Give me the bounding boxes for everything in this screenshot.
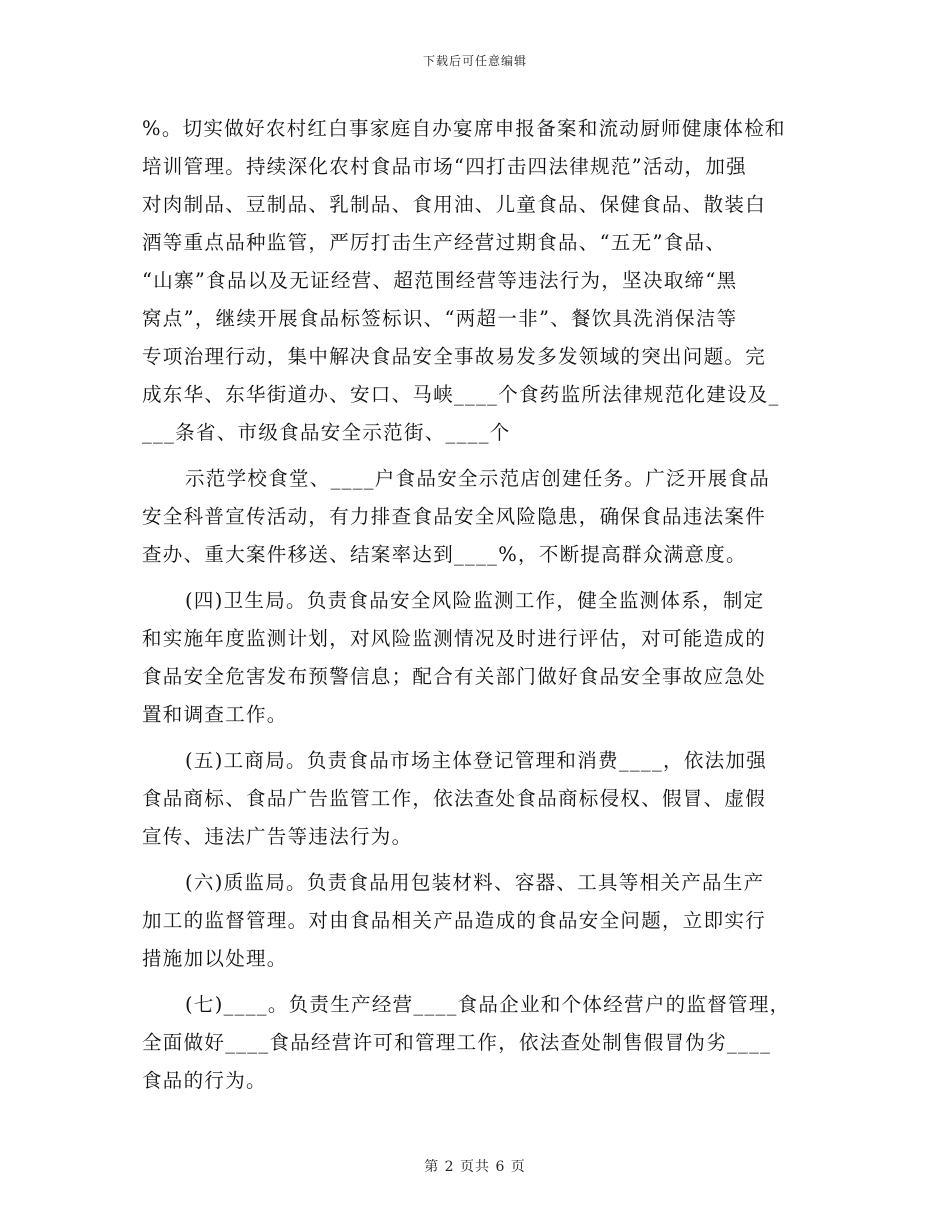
text-line: 措施加以处理。 — [142, 947, 288, 970]
text-line: 示范学校食堂、____户食品安全示范店创建任务。广泛开展食品 — [185, 467, 771, 490]
text-line: 全面做好____食品经营许可和管理工作，依法查处制售假冒伪劣____ — [142, 1031, 772, 1054]
text-line: 安全科普宣传活动，有力排查食品安全风险隐患，确保食品违法案件 — [142, 505, 767, 528]
text-line: %。切实做好农村红白事家庭自办宴席申报备案和流动厨师健康体检和 — [142, 117, 786, 140]
text-line: (六)质监局。负责食品用包装材料、容器、工具等相关产品生产 — [185, 871, 765, 894]
text-line: (四)卫生局。负责食品安全风险监测工作，健全监测体系，制定 — [185, 589, 765, 612]
text-line: “山寨”食品以及无证经营、超范围经营等违法行为，坚决取缔“黑 — [142, 269, 738, 292]
text-line: 宣传、违法广告等违法行为。 — [142, 825, 413, 848]
text-line: 食品的行为。 — [142, 1069, 267, 1092]
text-line: ___条省、市级食品安全示范街、____个 — [142, 421, 511, 444]
page-header: 下载后可任意编辑 — [422, 54, 527, 68]
text-line: 和实施年度监测计划，对风险监测情况及时进行评估，对可能造成的 — [142, 627, 767, 650]
text-line: 培训管理。持续深化农村食品市场“四打击四法律规范”活动，加强 — [142, 155, 747, 178]
text-line: 置和调查工作。 — [142, 703, 288, 726]
text-line: 加工的监督管理。对由食品相关产品造成的食品安全问题，立即实行 — [142, 909, 767, 932]
text-line: (七)____。负责生产经营____食品企业和个体经营户的监督管理， — [185, 993, 791, 1016]
text-line: 成东华、东华街道办、安口、马峡____个食药监所法律规范化建设及_ — [142, 383, 780, 406]
body-text — [142, 110, 807, 1100]
text-line: 对肉制品、豆制品、乳制品、食用油、儿童食品、保健食品、散装白 — [142, 193, 767, 216]
text-line: 窝点”，继续开展食品标签标识、“两超一非”、餐饮具洗消保洁等 — [142, 307, 738, 330]
text-line: 食品商标、食品广告监管工作，依法查处食品商标侵权、假冒、虚假 — [142, 787, 767, 810]
page-footer: 第 2 页共 6 页 — [424, 1159, 526, 1175]
text-line: 食品安全危害发布预警信息；配合有关部门做好食品安全事故应急处 — [142, 665, 767, 688]
text-line: (五)工商局。负责食品市场主体登记管理和消费____，依法加强 — [185, 749, 768, 772]
text-line: 酒等重点品种监管，严厉打击生产经营过期食品、“五无”食品、 — [142, 231, 727, 254]
text-line: 查办、重大案件移送、结案率达到____%，不断提高群众满意度。 — [142, 543, 747, 566]
text-line: 专项治理行动，集中解决食品安全事故易发多发领域的突出问题。完 — [142, 345, 767, 368]
